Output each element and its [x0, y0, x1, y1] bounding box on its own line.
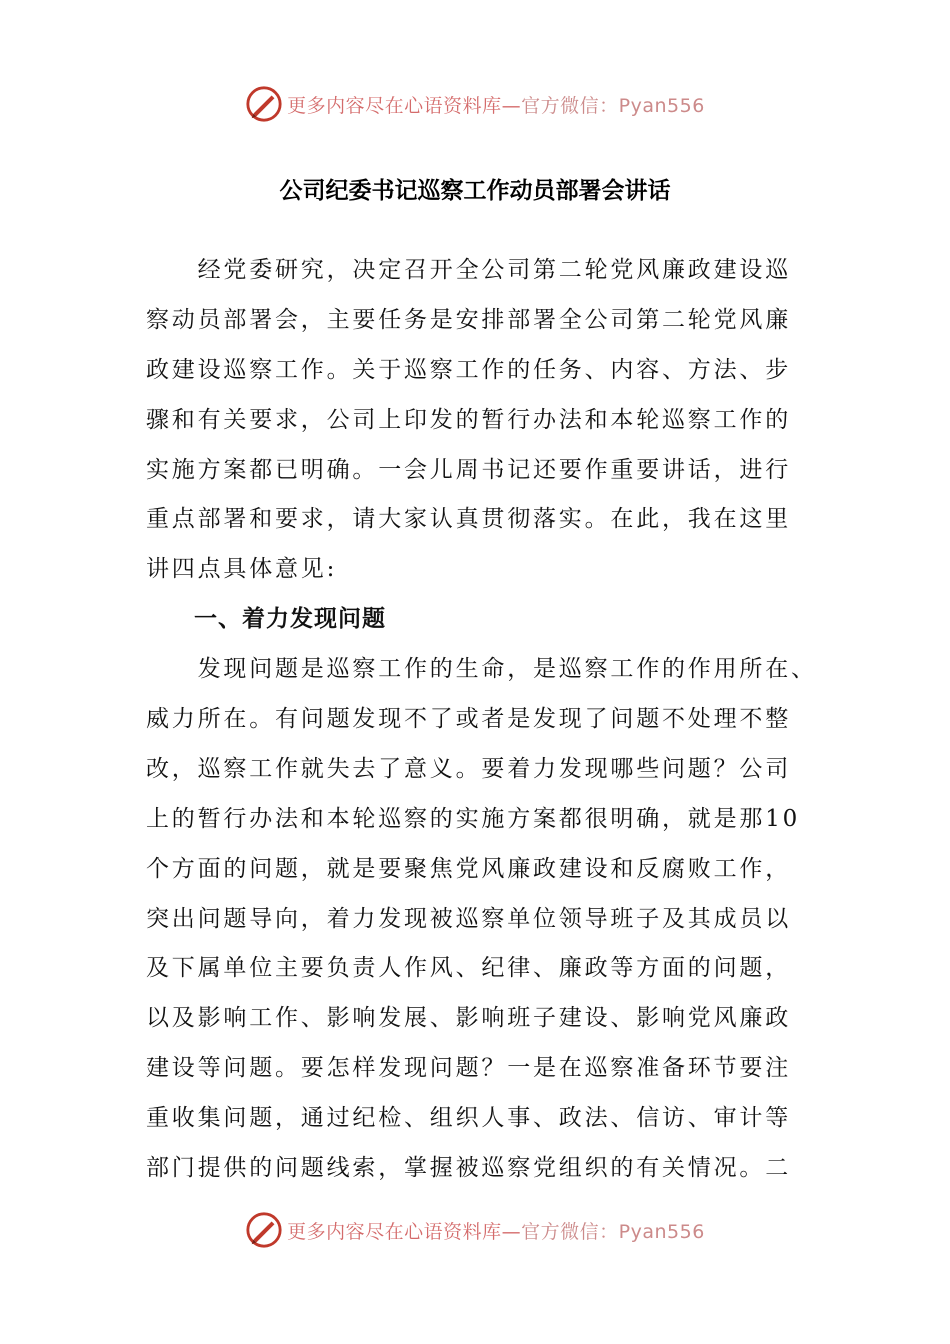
body-line: 重收集问题，通过纪检、组织人事、政法、信访、审计等 — [146, 1105, 791, 1132]
body-line: 讲四点具体意见: — [146, 556, 338, 583]
body-line: 以及影响工作、影响发展、影响班子建设、影响党风廉政 — [146, 1005, 791, 1032]
body-line: 重点部署和要求，请大家认真贯彻落实。在此，我在这里 — [146, 506, 791, 533]
watermark-text: 更多内容尽在心语资料库—官方微信：Pyan556 — [287, 94, 705, 117]
pen-logo-icon — [245, 85, 283, 123]
body-line: 改，巡察工作就失去了意义。要着力发现哪些问题？公司 — [146, 755, 791, 782]
body-line: 建设等问题。要怎样发现问题？一是在巡察准备环节要注 — [146, 1055, 791, 1082]
watermark-text: 更多内容尽在心语资料库—官方微信：Pyan556 — [287, 1220, 705, 1243]
header-watermark-banner — [0, 82, 950, 126]
body-line: 及下属单位主要负责人作风、纪律、廉政等方面的问题， — [146, 955, 791, 982]
pen-logo-icon — [245, 1211, 283, 1249]
document-body — [146, 246, 816, 1194]
section-heading: 一、着力发现问题 — [146, 606, 386, 633]
footer-watermark-banner — [0, 1208, 950, 1252]
body-line: 实施方案都已明确。一会儿周书记还要作重要讲话，进行 — [146, 456, 791, 483]
body-line: 威力所在。有问题发现不了或者是发现了问题不处理不整 — [146, 706, 791, 733]
body-line: 发现问题是巡察工作的生命，是巡察工作的作用所在、 — [146, 656, 817, 683]
body-line: 政建设巡察工作。关于巡察工作的任务、内容、方法、步 — [146, 356, 791, 383]
document-title: 公司纪委书记巡察工作动员部署会讲话 — [279, 178, 671, 204]
body-line: 部门提供的问题线索，掌握被巡察党组织的有关情况。二 — [146, 1155, 791, 1182]
body-line: 察动员部署会，主要任务是安排部署全公司第二轮党风廉 — [146, 306, 791, 333]
body-line: 经党委研究，决定召开全公司第二轮党风廉政建设巡 — [146, 257, 791, 283]
body-line: 上的暂行办法和本轮巡察的实施方案都很明确，就是那10 — [146, 805, 801, 832]
body-line: 突出问题导向，着力发现被巡察单位领导班子及其成员以 — [146, 905, 791, 932]
body-line: 骤和有关要求，公司上印发的暂行办法和本轮巡察工作的 — [146, 406, 791, 433]
body-line: 个方面的问题，就是要聚焦党风廉政建设和反腐败工作， — [146, 855, 791, 882]
